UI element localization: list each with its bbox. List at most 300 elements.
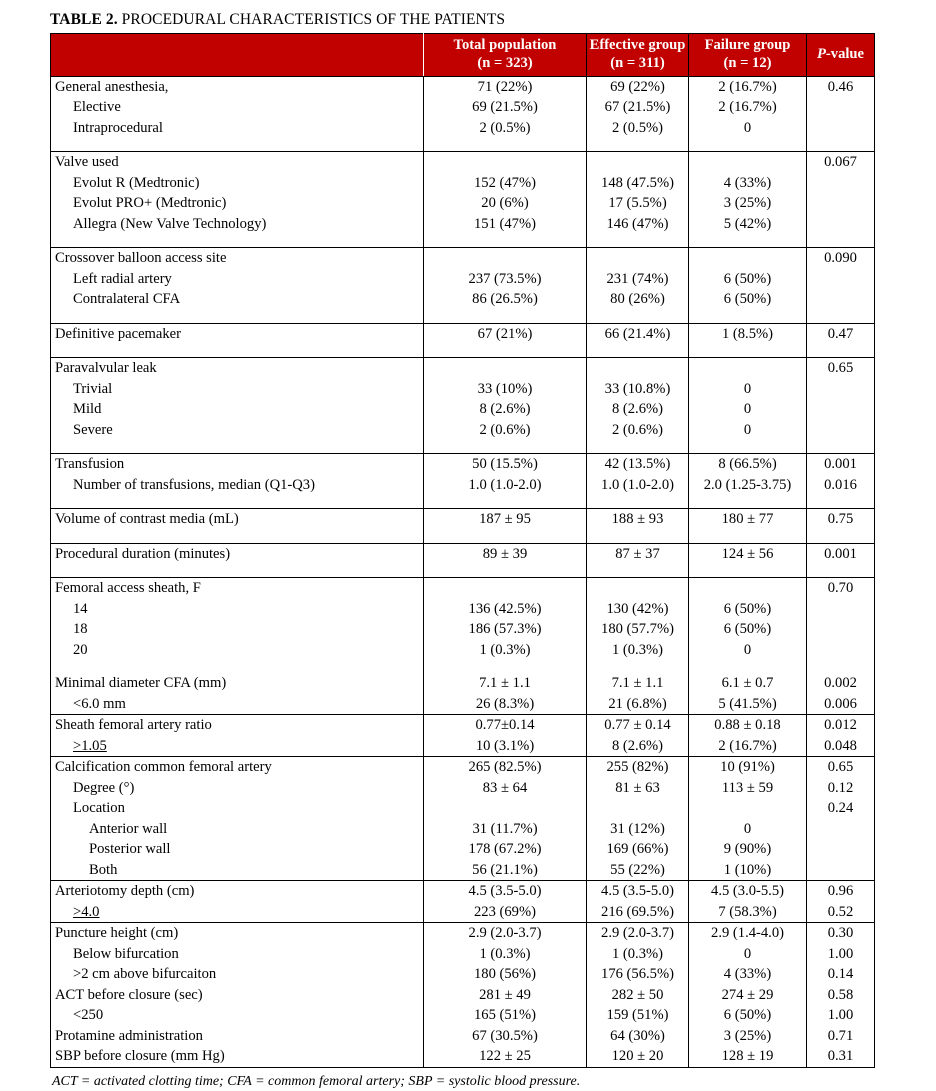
cell-total-population: 69 (21.5%) — [424, 97, 587, 118]
table-spacer-row — [51, 344, 875, 358]
table-row — [51, 399, 875, 420]
cell-total-population: 237 (73.5%) — [424, 269, 587, 290]
cell-total-population — [424, 660, 587, 673]
cell-total-population: 186 (57.3%) — [424, 619, 587, 640]
cell-p-value: 0.067 — [807, 152, 875, 173]
table-row — [51, 819, 875, 840]
cell-p-value — [807, 399, 875, 420]
cell-total-population: 187 ± 95 — [424, 509, 587, 530]
cell-p-value: 0.46 — [807, 76, 875, 97]
cell-p-value — [807, 640, 875, 661]
row-label: Calcification common femoral artery — [51, 757, 424, 778]
cell-failure-group: 7 (58.3%) — [689, 902, 807, 923]
cell-total-population: 67 (30.5%) — [424, 1026, 587, 1047]
cell-p-value — [807, 138, 875, 152]
table-row — [51, 619, 875, 640]
cell-effective-group — [587, 248, 689, 269]
row-label: ACT before closure (sec) — [51, 985, 424, 1006]
cell-total-population: 180 (56%) — [424, 964, 587, 985]
greater-equal-symbol: >1.05 — [73, 737, 107, 754]
table-footnote: ACT = activated clotting time; CFA = common femoral artery; SBP = systolic blood pressure. — [52, 1073, 581, 1089]
table-row — [51, 509, 875, 530]
table-row — [51, 152, 875, 173]
table-row — [51, 289, 875, 310]
table-row — [51, 985, 875, 1006]
cell-failure-group: 4 (33%) — [689, 173, 807, 194]
cell-total-population — [424, 248, 587, 269]
cell-p-value — [807, 819, 875, 840]
cell-total-population — [424, 578, 587, 599]
header-total-line1: Total population — [453, 37, 557, 54]
cell-p-value: 0.65 — [807, 358, 875, 379]
table-spacer-row — [51, 234, 875, 248]
cell-p-value: 0.30 — [807, 923, 875, 944]
cell-failure-group: 180 ± 77 — [689, 509, 807, 530]
row-label: <6.0 mm — [51, 694, 424, 715]
cell-p-value — [807, 310, 875, 324]
cell-p-value — [807, 860, 875, 881]
cell-failure-group — [689, 310, 807, 324]
cell-failure-group — [689, 152, 807, 173]
table-body — [51, 76, 875, 1067]
row-label — [51, 660, 424, 673]
cell-total-population: 71 (22%) — [424, 76, 587, 97]
row-label — [51, 234, 424, 248]
cell-failure-group: 3 (25%) — [689, 193, 807, 214]
row-label: <250 — [51, 1005, 424, 1026]
cell-failure-group — [689, 234, 807, 248]
table-spacer-row — [51, 440, 875, 454]
row-label: Volume of contrast media (mL) — [51, 509, 424, 530]
cell-effective-group: 87 ± 37 — [587, 543, 689, 564]
cell-p-value: 0.65 — [807, 757, 875, 778]
row-label: Intraprocedural — [51, 118, 424, 139]
row-label: Minimal diameter CFA (mm) — [51, 673, 424, 694]
cell-effective-group: 188 ± 93 — [587, 509, 689, 530]
row-label: Puncture height (cm) — [51, 923, 424, 944]
row-label: Contralateral CFA — [51, 289, 424, 310]
cell-effective-group: 231 (74%) — [587, 269, 689, 290]
table-row — [51, 379, 875, 400]
cell-failure-group: 274 ± 29 — [689, 985, 807, 1006]
table-row — [51, 1005, 875, 1026]
cell-effective-group: 67 (21.5%) — [587, 97, 689, 118]
cell-total-population: 1 (0.3%) — [424, 640, 587, 661]
table-row — [51, 964, 875, 985]
row-label: Below bifurcation — [51, 944, 424, 965]
cell-effective-group: 80 (26%) — [587, 289, 689, 310]
row-label — [51, 138, 424, 152]
table-row — [51, 1046, 875, 1067]
row-label: Transfusion — [51, 454, 424, 475]
cell-failure-group: 4 (33%) — [689, 964, 807, 985]
cell-p-value: 0.24 — [807, 798, 875, 819]
cell-total-population: 89 ± 39 — [424, 543, 587, 564]
table-row — [51, 214, 875, 235]
row-label: Location — [51, 798, 424, 819]
table-row — [51, 173, 875, 194]
cell-failure-group: 5 (41.5%) — [689, 694, 807, 715]
cell-failure-group: 0 — [689, 640, 807, 661]
cell-p-value — [807, 97, 875, 118]
cell-effective-group: 64 (30%) — [587, 1026, 689, 1047]
cell-failure-group: 0 — [689, 944, 807, 965]
cell-total-population: 151 (47%) — [424, 214, 587, 235]
cell-total-population — [424, 564, 587, 578]
cell-total-population: 83 ± 64 — [424, 778, 587, 799]
cell-p-value: 1.00 — [807, 944, 875, 965]
cell-effective-group — [587, 440, 689, 454]
cell-total-population: 31 (11.7%) — [424, 819, 587, 840]
row-label: Mild — [51, 399, 424, 420]
cell-failure-group: 6.1 ± 0.7 — [689, 673, 807, 694]
cell-effective-group — [587, 530, 689, 544]
row-label — [51, 344, 424, 358]
cell-p-value: 0.012 — [807, 715, 875, 736]
cell-total-population: 2 (0.5%) — [424, 118, 587, 139]
table-row — [51, 673, 875, 694]
row-label — [51, 902, 424, 923]
table-row — [51, 923, 875, 944]
cell-failure-group: 6 (50%) — [689, 1005, 807, 1026]
cell-total-population: 1.0 (1.0-2.0) — [424, 475, 587, 496]
table-row — [51, 694, 875, 715]
cell-total-population: 223 (69%) — [424, 902, 587, 923]
table-spacer-row — [51, 495, 875, 509]
cell-p-value — [807, 193, 875, 214]
cell-p-value: 1.00 — [807, 1005, 875, 1026]
cell-failure-group — [689, 530, 807, 544]
cell-failure-group: 2 (16.7%) — [689, 76, 807, 97]
row-label: SBP before closure (mm Hg) — [51, 1046, 424, 1067]
header-row — [51, 34, 875, 76]
row-label: Procedural duration (minutes) — [51, 543, 424, 564]
cell-effective-group: 148 (47.5%) — [587, 173, 689, 194]
table-container — [50, 33, 874, 1067]
table-row — [51, 76, 875, 97]
cell-effective-group: 159 (51%) — [587, 1005, 689, 1026]
cell-effective-group: 21 (6.8%) — [587, 694, 689, 715]
cell-total-population — [424, 138, 587, 152]
table-row — [51, 798, 875, 819]
cell-failure-group: 6 (50%) — [689, 619, 807, 640]
cell-total-population — [424, 344, 587, 358]
cell-failure-group — [689, 344, 807, 358]
cell-p-value: 0.58 — [807, 985, 875, 1006]
cell-p-value: 0.090 — [807, 248, 875, 269]
table-caption-text: PROCEDURAL CHARACTERISTICS OF THE PATIENTS — [117, 11, 506, 28]
header-failure-line2: (n = 12) — [723, 54, 772, 71]
cell-effective-group: 2 (0.6%) — [587, 420, 689, 441]
row-label: Definitive pacemaker — [51, 323, 424, 344]
cell-failure-group — [689, 564, 807, 578]
cell-failure-group: 8 (66.5%) — [689, 454, 807, 475]
cell-p-value — [807, 619, 875, 640]
cell-effective-group: 1 (0.3%) — [587, 640, 689, 661]
cell-failure-group: 4.5 (3.0-5.5) — [689, 881, 807, 902]
cell-total-population: 8 (2.6%) — [424, 399, 587, 420]
cell-total-population: 20 (6%) — [424, 193, 587, 214]
cell-total-population — [424, 530, 587, 544]
cell-failure-group: 113 ± 59 — [689, 778, 807, 799]
cell-effective-group: 8 (2.6%) — [587, 399, 689, 420]
cell-p-value: 0.70 — [807, 578, 875, 599]
cell-p-value: 0.016 — [807, 475, 875, 496]
cell-p-value: 0.048 — [807, 736, 875, 757]
cell-p-value — [807, 660, 875, 673]
row-label: Degree (°) — [51, 778, 424, 799]
row-label — [51, 495, 424, 509]
header-p-italic: P — [816, 45, 826, 62]
cell-total-population — [424, 358, 587, 379]
row-label: Evolut PRO+ (Medtronic) — [51, 193, 424, 214]
cell-p-value — [807, 564, 875, 578]
cell-effective-group: 0.77 ± 0.14 — [587, 715, 689, 736]
row-label: Anterior wall — [51, 819, 424, 840]
cell-p-value — [807, 379, 875, 400]
row-label: Allegra (New Valve Technology) — [51, 214, 424, 235]
cell-effective-group: 33 (10.8%) — [587, 379, 689, 400]
table-row — [51, 420, 875, 441]
table-row — [51, 881, 875, 902]
cell-p-value: 0.31 — [807, 1046, 875, 1067]
cell-effective-group: 81 ± 63 — [587, 778, 689, 799]
cell-p-value: 0.47 — [807, 323, 875, 344]
cell-effective-group — [587, 495, 689, 509]
table-row — [51, 944, 875, 965]
cell-total-population — [424, 310, 587, 324]
cell-failure-group: 0 — [689, 379, 807, 400]
cell-effective-group: 2.9 (2.0-3.7) — [587, 923, 689, 944]
cell-effective-group — [587, 234, 689, 248]
header-effective-line2: (n = 311) — [610, 54, 665, 71]
cell-total-population: 7.1 ± 1.1 — [424, 673, 587, 694]
header-p-rest: -value — [825, 45, 865, 62]
cell-total-population: 281 ± 49 — [424, 985, 587, 1006]
cell-failure-group: 6 (50%) — [689, 269, 807, 290]
cell-p-value — [807, 440, 875, 454]
cell-total-population: 178 (67.2%) — [424, 839, 587, 860]
table-row — [51, 599, 875, 620]
cell-failure-group: 2 (16.7%) — [689, 736, 807, 757]
cell-effective-group — [587, 152, 689, 173]
table-caption — [50, 10, 936, 29]
cell-total-population: 4.5 (3.5-5.0) — [424, 881, 587, 902]
table-row — [51, 454, 875, 475]
column-header-failure-group — [689, 34, 807, 76]
cell-p-value: 0.52 — [807, 902, 875, 923]
cell-effective-group: 1 (0.3%) — [587, 944, 689, 965]
cell-failure-group: 2 (16.7%) — [689, 97, 807, 118]
row-label: Sheath femoral artery ratio — [51, 715, 424, 736]
cell-effective-group: 169 (66%) — [587, 839, 689, 860]
column-header-label — [51, 34, 424, 76]
cell-total-population: 33 (10%) — [424, 379, 587, 400]
cell-failure-group: 2.0 (1.25-3.75) — [689, 475, 807, 496]
cell-total-population: 2 (0.6%) — [424, 420, 587, 441]
greater-equal-symbol: >4.0 — [73, 903, 100, 920]
cell-effective-group: 282 ± 50 — [587, 985, 689, 1006]
cell-failure-group — [689, 138, 807, 152]
cell-total-population: 56 (21.1%) — [424, 860, 587, 881]
cell-p-value — [807, 234, 875, 248]
cell-effective-group — [587, 564, 689, 578]
table-row — [51, 475, 875, 496]
table-row — [51, 118, 875, 139]
header-total-line2: (n = 323) — [477, 54, 533, 71]
cell-total-population: 26 (8.3%) — [424, 694, 587, 715]
cell-total-population: 0.77±0.14 — [424, 715, 587, 736]
row-label — [51, 440, 424, 454]
cell-p-value — [807, 269, 875, 290]
cell-effective-group — [587, 660, 689, 673]
row-label: Severe — [51, 420, 424, 441]
cell-effective-group: 130 (42%) — [587, 599, 689, 620]
cell-failure-group: 124 ± 56 — [689, 543, 807, 564]
table-row — [51, 715, 875, 736]
cell-total-population — [424, 234, 587, 248]
row-label: 18 — [51, 619, 424, 640]
cell-failure-group — [689, 578, 807, 599]
cell-failure-group — [689, 495, 807, 509]
cell-effective-group: 180 (57.7%) — [587, 619, 689, 640]
cell-effective-group — [587, 358, 689, 379]
cell-failure-group: 6 (50%) — [689, 599, 807, 620]
column-header-p-value — [807, 34, 875, 76]
table-row — [51, 902, 875, 923]
table-row — [51, 757, 875, 778]
row-label — [51, 736, 424, 757]
cell-p-value — [807, 839, 875, 860]
row-label: Posterior wall — [51, 839, 424, 860]
table-caption-label: TABLE 2. — [50, 11, 118, 28]
cell-failure-group: 1 (8.5%) — [689, 323, 807, 344]
cell-p-value: 0.75 — [807, 509, 875, 530]
table-row — [51, 323, 875, 344]
table-spacer-row — [51, 564, 875, 578]
column-header-total-population — [424, 34, 587, 76]
cell-total-population — [424, 798, 587, 819]
cell-p-value — [807, 214, 875, 235]
cell-p-value: 0.002 — [807, 673, 875, 694]
cell-failure-group: 9 (90%) — [689, 839, 807, 860]
table-row — [51, 736, 875, 757]
cell-effective-group: 66 (21.4%) — [587, 323, 689, 344]
row-label: Left radial artery — [51, 269, 424, 290]
row-label — [51, 530, 424, 544]
cell-p-value — [807, 530, 875, 544]
cell-total-population: 136 (42.5%) — [424, 599, 587, 620]
cell-p-value — [807, 344, 875, 358]
cell-effective-group — [587, 310, 689, 324]
cell-p-value — [807, 420, 875, 441]
cell-failure-group: 0 — [689, 118, 807, 139]
table-spacer-row — [51, 138, 875, 152]
cell-effective-group: 7.1 ± 1.1 — [587, 673, 689, 694]
table-row — [51, 839, 875, 860]
row-label: Evolut R (Medtronic) — [51, 173, 424, 194]
cell-p-value: 0.006 — [807, 694, 875, 715]
cell-total-population — [424, 495, 587, 509]
table-header — [51, 34, 875, 76]
cell-effective-group: 17 (5.5%) — [587, 193, 689, 214]
cell-effective-group: 1.0 (1.0-2.0) — [587, 475, 689, 496]
cell-effective-group: 120 ± 20 — [587, 1046, 689, 1067]
cell-effective-group: 69 (22%) — [587, 76, 689, 97]
table-row — [51, 860, 875, 881]
table-spacer-row — [51, 530, 875, 544]
table-row — [51, 193, 875, 214]
cell-failure-group: 5 (42%) — [689, 214, 807, 235]
row-label: Number of transfusions, median (Q1-Q3) — [51, 475, 424, 496]
cell-total-population: 10 (3.1%) — [424, 736, 587, 757]
cell-failure-group — [689, 358, 807, 379]
cell-effective-group: 55 (22%) — [587, 860, 689, 881]
cell-total-population: 86 (26.5%) — [424, 289, 587, 310]
cell-failure-group: 2.9 (1.4-4.0) — [689, 923, 807, 944]
cell-failure-group: 6 (50%) — [689, 289, 807, 310]
cell-effective-group — [587, 344, 689, 358]
header-failure-line1: Failure group — [704, 37, 791, 54]
cell-total-population: 2.9 (2.0-3.7) — [424, 923, 587, 944]
cell-total-population: 122 ± 25 — [424, 1046, 587, 1067]
cell-effective-group: 42 (13.5%) — [587, 454, 689, 475]
cell-p-value: 0.001 — [807, 543, 875, 564]
cell-effective-group: 4.5 (3.5-5.0) — [587, 881, 689, 902]
cell-failure-group: 0 — [689, 819, 807, 840]
row-label: Femoral access sheath, F — [51, 578, 424, 599]
cell-effective-group: 31 (12%) — [587, 819, 689, 840]
cell-effective-group: 216 (69.5%) — [587, 902, 689, 923]
cell-p-value — [807, 173, 875, 194]
row-label: Elective — [51, 97, 424, 118]
cell-effective-group — [587, 798, 689, 819]
row-label: Trivial — [51, 379, 424, 400]
cell-failure-group: 3 (25%) — [689, 1026, 807, 1047]
row-label: 20 — [51, 640, 424, 661]
cell-failure-group — [689, 440, 807, 454]
cell-failure-group: 1 (10%) — [689, 860, 807, 881]
cell-effective-group: 2 (0.5%) — [587, 118, 689, 139]
cell-p-value: 0.12 — [807, 778, 875, 799]
cell-total-population — [424, 440, 587, 454]
column-header-effective-group — [587, 34, 689, 76]
cell-p-value: 0.14 — [807, 964, 875, 985]
cell-failure-group — [689, 660, 807, 673]
header-effective-line1: Effective group — [589, 37, 686, 54]
cell-failure-group: 0.88 ± 0.18 — [689, 715, 807, 736]
cell-p-value — [807, 289, 875, 310]
cell-total-population: 265 (82.5%) — [424, 757, 587, 778]
row-label: Arteriotomy depth (cm) — [51, 881, 424, 902]
cell-failure-group: 0 — [689, 399, 807, 420]
cell-effective-group — [587, 578, 689, 599]
row-label: Protamine administration — [51, 1026, 424, 1047]
row-label: Both — [51, 860, 424, 881]
cell-p-value — [807, 599, 875, 620]
table-row — [51, 543, 875, 564]
row-label: Paravalvular leak — [51, 358, 424, 379]
table-row — [51, 269, 875, 290]
table-row — [51, 248, 875, 269]
row-label: Valve used — [51, 152, 424, 173]
row-label: Crossover balloon access site — [51, 248, 424, 269]
cell-p-value — [807, 495, 875, 509]
table-row — [51, 640, 875, 661]
cell-effective-group: 146 (47%) — [587, 214, 689, 235]
table-spacer-row — [51, 310, 875, 324]
cell-total-population: 152 (47%) — [424, 173, 587, 194]
